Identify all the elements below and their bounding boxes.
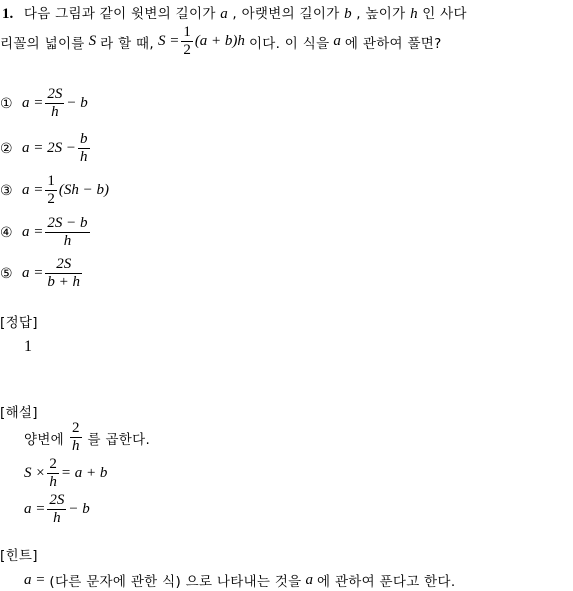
choice-fraction [45,215,89,250]
hint-line [24,570,455,590]
choice-2[interactable] [0,131,92,166]
answer-label: [정답] [0,315,38,331]
hint-label: [힌트] [0,548,38,564]
problem-text-1d: 인 사다 [422,6,467,22]
explanation-num-3: 2S [49,492,65,508]
explanation-rhs-3: − b [68,501,90,517]
choice-lhs: a = [22,265,44,281]
choice-5[interactable] [0,256,84,291]
choice-num: 1 [47,173,55,189]
choice-fraction [45,86,64,121]
problem-text-1a: 다음 그림과 같이 윗변의 길이가 [23,6,216,22]
choice-den: h [63,233,72,249]
choice-marker: ① [0,95,13,112]
choice-4[interactable] [0,215,92,250]
hint-text-a: (다른 문자에 관한 식) 으로 나타내는 것을 [49,574,302,590]
answer-value: 1 [24,338,32,355]
choice-den: b + h [47,274,80,290]
choice-num: 2S − b [47,215,88,231]
choice-num: 2S [47,86,63,102]
choice-lhs: a = 2S − [22,140,76,156]
explanation-den-3: h [53,510,61,526]
choice-lhs: a = [22,182,44,198]
choice-den: h [51,104,59,120]
hint-lhs: a = [24,571,46,588]
choice-fraction [45,173,57,208]
choice-marker: ④ [0,224,13,241]
problem-number: 1. [2,6,14,22]
choice-num: b [80,131,88,147]
choice-tail: (Sh − b) [58,182,109,198]
explanation-text-1b: 를 곱한다. [87,431,151,448]
choice-1[interactable] [0,86,88,121]
choice-num: 2S [45,256,82,274]
problem-text-2b: 라 할 때, [100,35,154,52]
area-formula-rhs: (a + b)h [194,33,245,49]
explanation-line-1 [24,420,150,455]
choice-marker: ⑤ [0,265,13,282]
explanation-label: [해설] [0,405,38,421]
var-a: a [220,6,228,22]
problem-text-1b: , 아랫변의 길이가 [232,6,340,22]
area-formula-fraction [181,24,193,59]
problem-text-2d: 에 관하여 풀면? [344,35,442,52]
choice-3[interactable] [0,173,109,208]
var-S: S [88,33,97,49]
explanation-num-1: 2 [72,420,80,436]
problem-line-2 [0,24,442,59]
explanation-rhs-2: = a + b [60,465,108,481]
area-formula-den: 2 [183,42,191,58]
problem-text-2c: 이다. 이 식을 [248,35,330,52]
area-formula-num: 1 [183,24,191,40]
area-formula-lhs: S = [157,33,180,49]
explanation-line-3 [24,492,90,527]
choice-marker: ② [0,140,13,157]
choice-lhs: a = [22,95,44,111]
explanation-den-2: h [49,474,57,490]
hint-text-b: 에 관하여 푼다고 한다. [317,574,456,590]
choice-fraction [78,131,90,166]
choice-lhs: a = [22,224,44,240]
choice-tail: − b [66,95,88,111]
choice-den: 2 [47,191,55,207]
choice-marker: ③ [0,182,13,199]
problem-text-1c: , 높이가 [356,6,406,22]
var-a-2: a [333,33,341,49]
explanation-num-2: 2 [49,456,57,472]
explanation-den-1: h [72,438,80,454]
choice-fraction [45,256,82,291]
explanation-text-1a: 양변에 [24,431,65,448]
explanation-fraction-2 [47,456,59,491]
explanation-fraction-1 [70,420,82,455]
choice-den: h [80,149,88,165]
problem-text-2a: 리꼴의 넓이를 [0,35,85,52]
explanation-line-2 [24,456,107,491]
hint-var: a [305,571,314,588]
problem-line-1 [2,2,467,23]
var-h: h [410,6,418,22]
var-b: b [344,6,352,22]
explanation-fraction-3 [47,492,66,527]
explanation-lhs-3: a = [24,501,46,517]
explanation-lhs-2: S × [24,465,46,481]
